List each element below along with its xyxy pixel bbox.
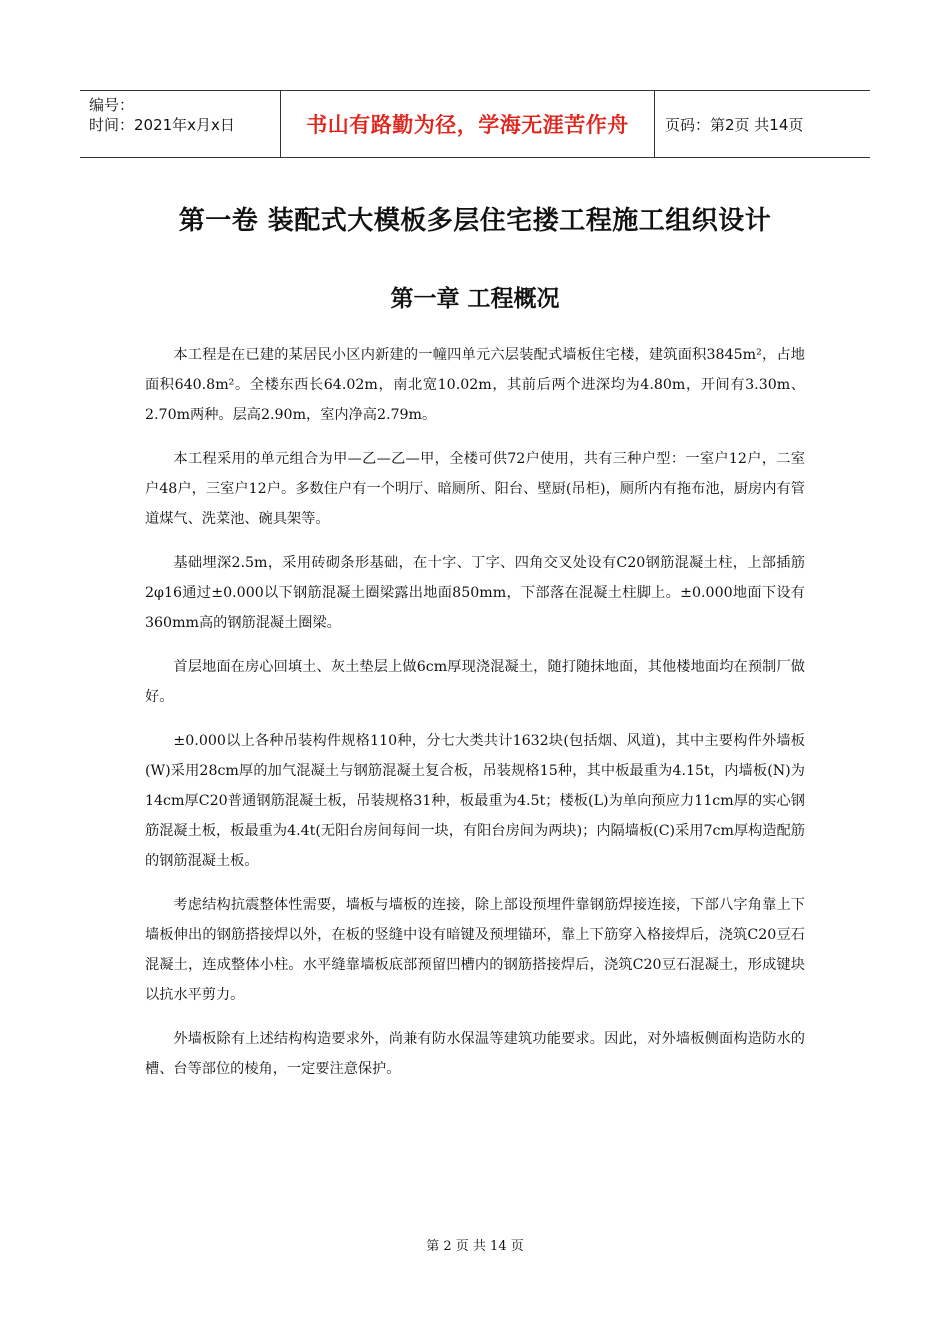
paragraph: 外墙板除有上述结构构造要求外，尚兼有防水保温等建筑功能要求。因此，对外墙板侧面构造防水的槽、台等部位的棱角，一定要注意保护。 <box>145 1031 805 1077</box>
volume-title: 第一卷 装配式大模板多层住宅搂工程施工组织设计 <box>178 206 772 236</box>
header-motto: 书山有路勤为径，学海无涯苦作舟 <box>281 91 655 157</box>
paragraph: 本工程采用的单元组合为甲—乙—乙—甲，全楼可供72户使用，共有三种户型：一室户12户，二室户48户，三室户12户。多数住户有一个明厅、暗厕所、阳台、壁厨(吊柜)，厕所内有拖布池，厨房内有管道煤气、洗菜池、碗具架等。 <box>145 451 805 527</box>
header-meta <box>80 91 281 157</box>
document-date-label: 时间：2021年x月x日 <box>89 116 235 134</box>
paragraph: 本工程是在已建的某居民小区内新建的一幢四单元六层装配式墙板住宅楼，建筑面积3845m²，占地面积640.8m²。全楼东西长64.02m，南北宽10.02m，其前后两个进深均为4.80m，开间有3.30m、2.70m两种。层高2.90m，室内净高2.79m。 <box>145 347 805 423</box>
document-number-label: 编号： <box>89 96 135 114</box>
paragraph: ±0.000以上各种吊装构件规格110种，分七大类共计1632块(包括烟、风道)，其中主要构件外墙板(W)采用28cm厚的加气混凝土与钢筋混凝土复合板，吊装规格15种，其中板最重为4.15t，内墙板(N)为14cm厚C20普通钢筋混凝土板，吊装规格31种，板最重为4.5t；楼板(L)为单向预应力11cm厚的实心钢筋混凝土板，板最重为4.4t(无阳台房间每间一块，有阳台房间为两块)；内隔墙板(C)采用7cm厚构造配筋的钢筋混凝土板。 <box>145 733 805 869</box>
chapter-title: 第一章 工程概况 <box>390 286 560 312</box>
page-header <box>80 90 870 158</box>
header-page-info: 页码：第2页 共14页 <box>665 115 804 134</box>
paragraph: 基础埋深2.5m，采用砖砌条形基础，在十字、丁字、四角交叉处设有C20钢筋混凝土柱，上部插筋2φ16通过±0.000以下钢筋混凝土圈梁露出地面850mm，下部落在混凝土柱脚上。±0.000地面下设有360mm高的钢筋混凝土圈梁。 <box>145 555 805 631</box>
body-text <box>145 340 805 1098</box>
paragraph: 考虑结构抗震整体性需要，墙板与墙板的连接，除上部设预埋件靠钢筋焊接连接，下部八字角靠上下墙板伸出的钢筋搭接焊以外，在板的竖缝中设有暗键及预埋锚环，靠上下筋穿入格接焊后，浇筑C20豆石混凝土，连成整体小柱。水平缝靠墙板底部预留凹槽内的钢筋搭接焊后，浇筑C20豆石混凝土，形成键块以抗水平剪力。 <box>145 897 805 1003</box>
paragraph: 首层地面在房心回填土、灰土垫层上做6cm厚现浇混凝土，随打随抹地面，其他楼地面均在预制厂做好。 <box>145 659 805 705</box>
page-footer: 第 2 页 共 14 页 <box>426 1239 524 1254</box>
